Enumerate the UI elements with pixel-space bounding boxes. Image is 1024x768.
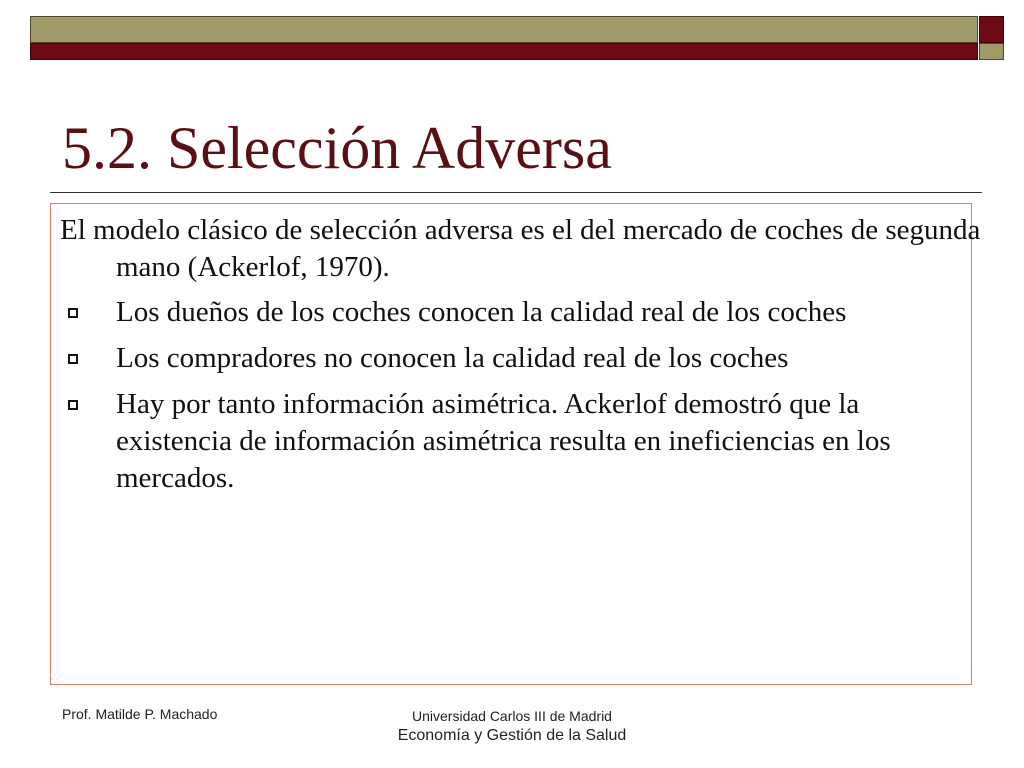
- footer-institution: Universidad Carlos III de Madrid: [412, 708, 612, 724]
- intro-paragraph: El modelo clásico de selección adversa es el del mercado de coches de segunda mano (Ackerlof, 1970).: [60, 214, 981, 283]
- footer-institution-block: [362, 706, 662, 746]
- corner-square-olive: [979, 43, 1004, 60]
- hollow-square-icon: [68, 400, 78, 410]
- title-underline: [50, 192, 982, 193]
- list-item: [60, 340, 960, 377]
- bullet-text: Hay por tanto información asimétrica. Ackerlof demostró que la existencia de información asimétrica resulta en ineficiencias en los mercados.: [116, 388, 891, 494]
- header-decoration-bars: [30, 16, 978, 60]
- bullet-list: [60, 294, 960, 506]
- hollow-square-icon: [68, 308, 78, 318]
- footer-author: Prof. Matilde P. Machado: [62, 706, 218, 722]
- corner-square-maroon: [979, 16, 1004, 43]
- list-item: [60, 294, 960, 331]
- maroon-band: [30, 43, 978, 60]
- footer-program: Economía y Gestión de la Salud: [397, 727, 627, 744]
- bullet-text: Los dueños de los coches conocen la calidad real de los coches: [116, 296, 847, 328]
- slide-title: 5.2. Selección Adversa: [62, 115, 612, 181]
- list-item: [60, 386, 960, 497]
- olive-band: [30, 16, 978, 43]
- bullet-text: Los compradores no conocen la calidad real de los coches: [116, 342, 789, 374]
- hollow-square-icon: [68, 354, 78, 364]
